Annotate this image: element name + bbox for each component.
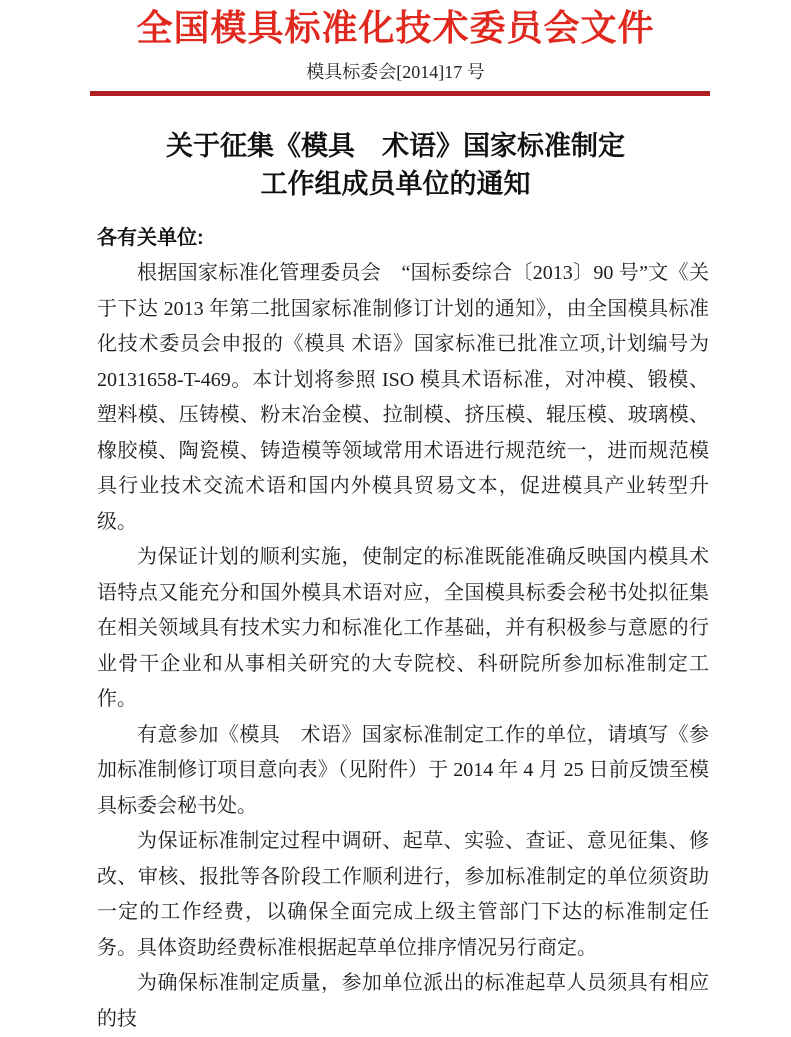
body-paragraph-1: 根据国家标准化管理委员会 “国标委综合〔2013〕90 号”文《关于下达 2013 年第二批国家标准制修订计划的通知》，由全国模具标准化技术委员会申报的《模具 术语》国家标准已批准立项,计划编号为 20131658-T-469。本计划将参照 ISO 模具术语标准，对冲模、锻模、塑料模、压铸模、粉末冶金模、拉制模、挤压模、辊压模、玻璃模、橡胶模、陶瓷模、铸造模等领域常用术语进行规范统一，进而规范模具行业技术交流术语和国内外模具贸易文本，促进模具产业转型升级。 <box>97 262 709 533</box>
salutation: 各有关单位: <box>97 227 204 249</box>
red-divider-line <box>90 91 710 96</box>
body-paragraph-5-truncated: 为确保标准制定质量，参加单位派出的标准起草人员须具有相应的技 <box>97 972 709 1030</box>
org-title: 全国模具标准化技术委员会文件 <box>136 7 655 48</box>
body-paragraph-4: 为保证标准制定过程中调研、起草、实验、查证、意见征集、修改、审核、报批等各阶段工作顺利进行，参加标准制定的单位须资助一定的工作经费，以确保全面完成上级主管部门下达的标准制定任务。具体资助经费标准根据起草单位排序情况另行商定。 <box>97 830 709 959</box>
notice-title <box>0 127 791 203</box>
doc-number: 模具标委会[2014]17 号 <box>306 62 485 82</box>
notice-title-line2: 工作组成员单位的通知 <box>260 169 531 199</box>
letterhead <box>0 0 791 96</box>
notice-content <box>97 221 709 1037</box>
body-paragraph-3: 有意参加《模具 术语》国家标准制定工作的单位，请填写《参加标准制修订项目意向表》（见附件）于 2014 年 4 月 25 日前反馈至模具标委会秘书处。 <box>97 723 709 817</box>
notice-body <box>0 127 791 1037</box>
body-paragraph-2: 为保证计划的顺利实施，使制定的标准既能准确反映国内模具术语特点又能充分和国外模具术语对应，全国模具标委会秘书处拟征集在相关领域具有技术实力和标准化工作基础，并有积极参与意愿的行业骨干企业和从事相关研究的大专院校、科研院所参加标准制定工作。 <box>97 546 709 710</box>
notice-title-line1: 关于征集《模具 术语》国家标准制定 <box>166 131 625 161</box>
